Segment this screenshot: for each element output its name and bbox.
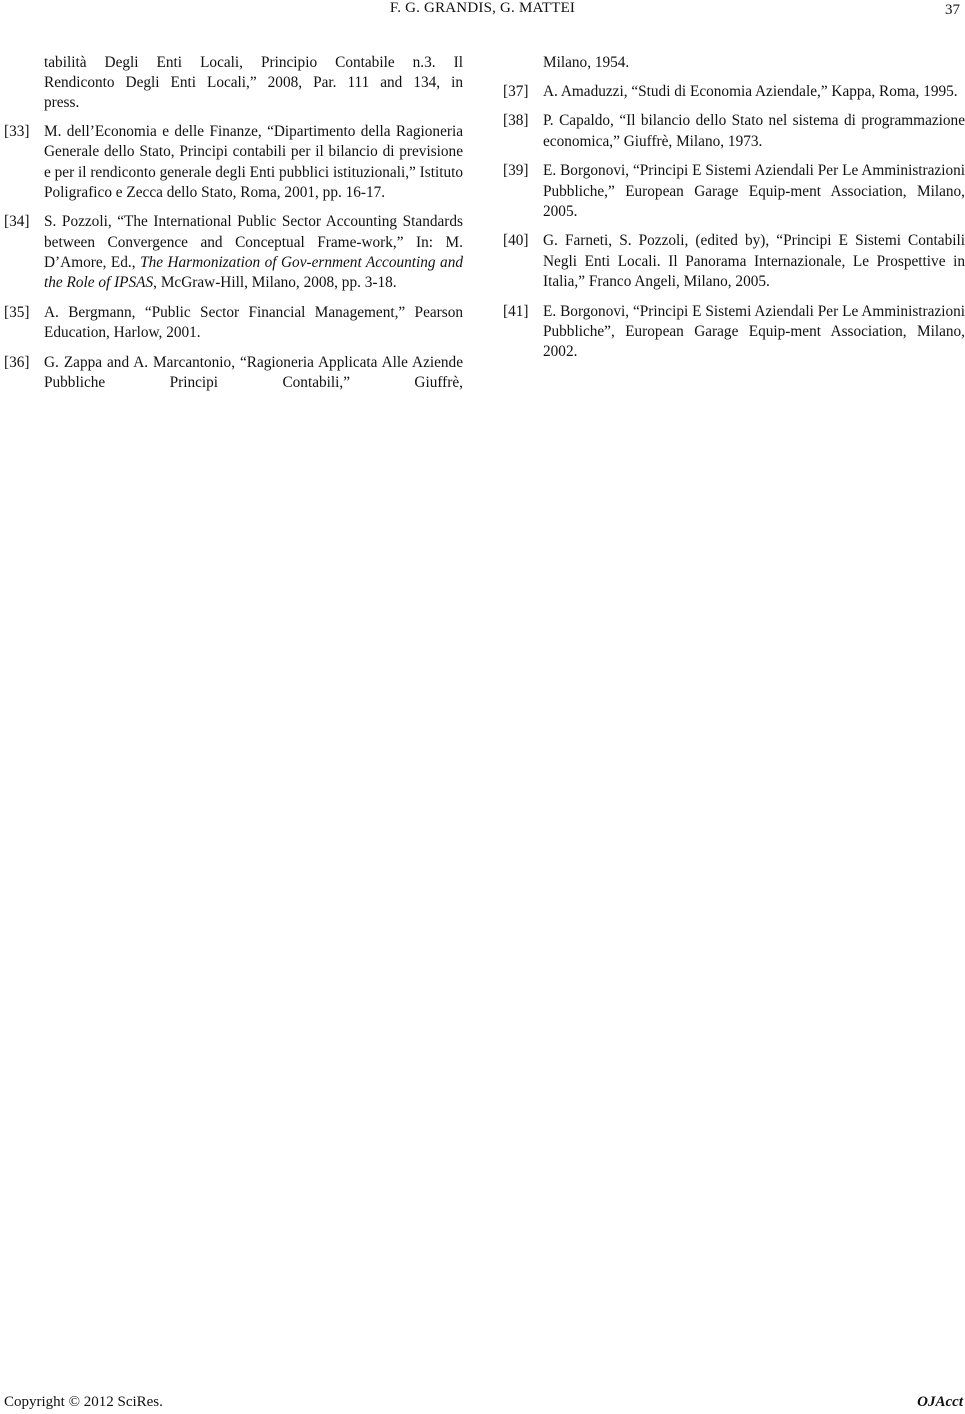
reference-number: [41] <box>503 302 529 320</box>
reference-entry <box>503 161 965 222</box>
copyright-notice: Copyright © 2012 SciRes. <box>4 1394 163 1410</box>
reference-entry <box>503 111 965 151</box>
page-number: 37 <box>945 2 960 18</box>
right-column <box>503 53 965 372</box>
journal-name: OJAcct <box>917 1394 963 1410</box>
reference-entry <box>4 353 463 393</box>
reference-text: A. Amaduzzi, “Studi di Economia Aziendale,” Kappa, Roma, 1995. <box>543 82 958 100</box>
reference-text: G. Zappa and A. Marcantonio, “Ragioneria Applicata Alle Aziende Pubbliche Principi Contabili,” Giuffrè, <box>44 353 463 391</box>
reference-entry <box>4 303 463 343</box>
reference-text-part: , McGraw-Hill, Milano, 2008, pp. 3-18. <box>153 274 397 292</box>
continuation-line: press. <box>44 94 80 112</box>
reference-text: A. Bergmann, “Public Sector Financial Management,” Pearson Education, Harlow, 2001. <box>44 303 463 341</box>
continuation-line: tabilità Degli Enti Locali, Principio Contabile n.3. Il <box>44 54 463 71</box>
reference-entry <box>503 231 965 292</box>
left-column <box>4 53 463 403</box>
reference-number: [39] <box>503 162 529 180</box>
page-header <box>0 0 965 24</box>
reference-number: [37] <box>503 82 529 100</box>
reference-text: P. Capaldo, “Il bilancio dello Stato nel sistema di programmazione economica,” Giuffrè, Milano, 1973. <box>543 112 965 150</box>
reference-entry <box>503 82 965 102</box>
reference-text: G. Farneti, S. Pozzoli, (edited by), “Principi E Sistemi Contabili Negli Enti Locali. Il Panorama Internazionale, Le Prospettive in Italia,” Franco Angeli, Milano, 2005. <box>543 232 965 290</box>
reference-text-part: S. Pozzoli, “The International Public Sector Accounting Standards between Convergence and Conceptual Frame-work,” In: M. D’Amore, Ed., <box>44 213 463 271</box>
reference-number: [36] <box>4 353 30 371</box>
reference-text <box>44 212 463 293</box>
reference-text: M. dell’Economia e delle Finanze, “Dipartimento della Ragioneria Generale dello Stato, Principi contabili per il bilancio di previsione e per il rendiconto generale degli Enti pubblici istituzionali,” Istituto Poligrafico e Zecca dello Stato, Roma, 2001, pp. 16-17. <box>44 123 463 201</box>
reference-entry <box>4 122 463 203</box>
reference-text: E. Borgonovi, “Principi E Sistemi Aziendali Per Le Amministrazioni Pubbliche”, European Garage Equip-ment Association, Milano, 2002. <box>543 302 965 360</box>
page-footer <box>0 1394 965 1414</box>
reference-continuation <box>4 53 463 114</box>
reference-entry <box>503 302 965 363</box>
reference-number: [38] <box>503 112 529 130</box>
reference-continuation <box>503 53 965 73</box>
reference-continuation-text: Milano, 1954. <box>543 54 630 71</box>
reference-book-title: The Harmonization of Gov-ernment Accounting and the Role of IPSAS <box>44 253 463 292</box>
reference-text: E. Borgonovi, “Principi E Sistemi Aziendali Per Le Amministrazioni Pubbliche,” European Garage Equip-ment Association, Milano, 2005. <box>543 162 965 220</box>
reference-number: [40] <box>503 232 529 250</box>
reference-entry <box>4 212 463 293</box>
reference-number: [34] <box>4 213 30 231</box>
continuation-line: Rendiconto Degli Enti Locali,” 2008, Par. 111 and 134, in <box>44 74 463 92</box>
reference-number: [33] <box>4 123 30 141</box>
reference-continuation-text <box>44 53 463 114</box>
running-head: F. G. GRANDIS, G. MATTEI <box>389 0 576 16</box>
reference-number: [35] <box>4 303 30 321</box>
